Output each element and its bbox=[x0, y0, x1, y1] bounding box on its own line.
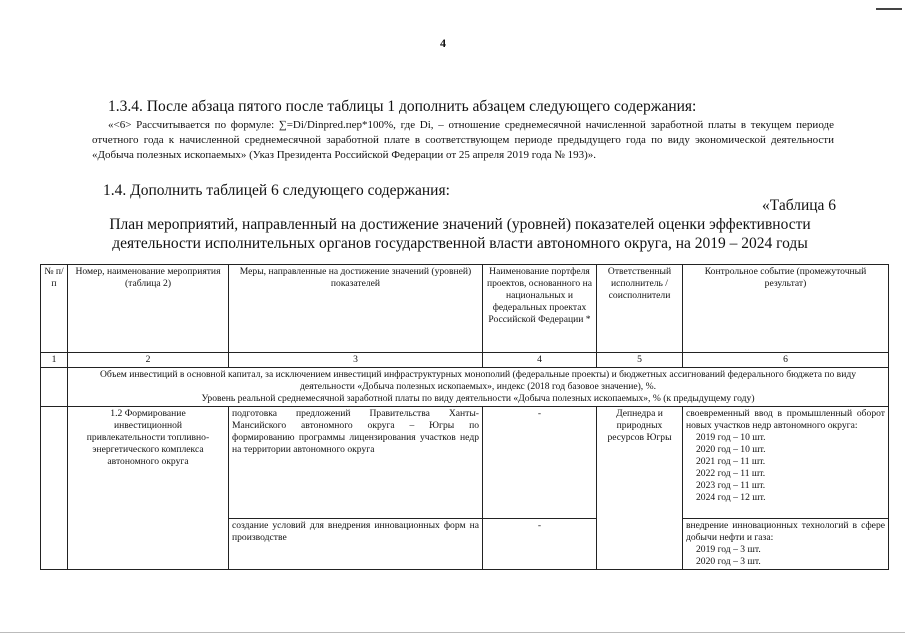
result-cell bbox=[683, 519, 889, 570]
col-number: 3 bbox=[229, 353, 483, 368]
group-header-investment: Объем инвестиций в основной капитал, за исключением инвестиций инфраструктурных монополий (федеральные проекты) и бюджетных ассигнований федерального бюджета по виду деятельности «Добыча полезных ископаемых», индекс (2018 год базовое значение), %. bbox=[99, 369, 857, 392]
portfolio-cell: - bbox=[483, 519, 597, 570]
header-measure-name: Номер, наименование мероприятия (таблица 2) bbox=[68, 265, 229, 353]
header-portfolio: Наименование портфеля проектов, основанного на национальных и федеральных проектах Российской Федерации * bbox=[483, 265, 597, 353]
section-1-3-4: 1.3.4. После абзаца пятого после таблицы 1 дополнить абзацем следующего содержания: bbox=[108, 98, 697, 115]
group-header-salary: Уровень реальной среднемесячной заработной платы по виду деятельности «Добыча полезных ископаемых», % (к предыдущему году) bbox=[201, 393, 755, 404]
table-label: «Таблица 6 bbox=[762, 197, 837, 214]
result-line: 2023 год – 11 шт. bbox=[696, 480, 766, 491]
portfolio-cell: - bbox=[483, 407, 597, 519]
responsible-cell: Депнедра и природных ресурсов Югры bbox=[597, 407, 683, 570]
table-row bbox=[41, 407, 889, 519]
header-result: Контрольное событие (промежуточный результат) bbox=[683, 265, 889, 353]
table-title: План мероприятий, направленный на достижение значений (уровней) показателей оценки эффективности деятельности исполнительных органов государственной власти автономного округа, на 2019 – 2024 годы bbox=[109, 216, 811, 252]
col-number: 2 bbox=[68, 353, 229, 368]
result-line: 2024 год – 12 шт. bbox=[696, 492, 766, 503]
result-line: 2022 год – 11 шт. bbox=[696, 468, 766, 479]
result-heading: своевременный ввод в промышленный оборот новых участков недр автономного округа: bbox=[686, 408, 885, 431]
table-header-row bbox=[41, 265, 889, 353]
header-measures: Меры, направленные на достижение значений (уровней) показателей bbox=[229, 265, 483, 353]
measure-cell: создание условий для внедрения инновационных форм на производстве bbox=[229, 519, 483, 570]
measure-name-cell: 1.2 Формирование инвестиционной привлекательности топливно-энергетического комплекса автономного округа bbox=[68, 407, 229, 570]
scan-artifact bbox=[876, 8, 902, 10]
result-line: 2020 год – 10 шт. bbox=[696, 444, 766, 455]
result-cell bbox=[683, 407, 889, 519]
page-number: 4 bbox=[440, 36, 446, 50]
measure-cell: подготовка предложений Правительства Ханты-Мансийского автономного округа – Югры по формированию программы лицензирования участков недр на территории автономного округа bbox=[229, 407, 483, 519]
section-1-4: 1.4. Дополнить таблицей 6 следующего содержания: bbox=[103, 182, 450, 199]
header-num: № п/п bbox=[41, 265, 68, 353]
column-number-row bbox=[41, 353, 889, 368]
formula-paragraph: «<6> Рассчитывается по формуле: ∑=Di/Dinpred.пер*100%, где Di, – отношение среднемесячной начисленной заработной платы в текущем периоде отчетного года к начисленной среднемесячной заработной плате в соответствующем периоде предыдущего года по виду экономической деятельности «Добыча полезных ископаемых» (Указ Президента Российской Федерации от 25 апреля 2019 года № 193)». bbox=[92, 119, 834, 161]
result-line: 2019 год – 10 шт. bbox=[696, 432, 766, 443]
col-number: 6 bbox=[683, 353, 889, 368]
row-num-cell bbox=[41, 407, 68, 570]
result-heading: внедрение инновационных технологий в сфере добычи нефти и газа: bbox=[686, 520, 885, 543]
measures-table bbox=[40, 264, 889, 570]
result-line: 2021 год – 11 шт. bbox=[696, 456, 766, 467]
col-number: 4 bbox=[483, 353, 597, 368]
col-number: 1 bbox=[41, 353, 68, 368]
scan-edge-line bbox=[0, 632, 905, 633]
result-line: 2019 год – 3 шт. bbox=[696, 544, 761, 555]
group-header-row bbox=[41, 368, 889, 407]
header-responsible: Ответственный исполнитель / соисполнители bbox=[597, 265, 683, 353]
col-number: 5 bbox=[597, 353, 683, 368]
result-line: 2020 год – 3 шт. bbox=[696, 556, 761, 567]
